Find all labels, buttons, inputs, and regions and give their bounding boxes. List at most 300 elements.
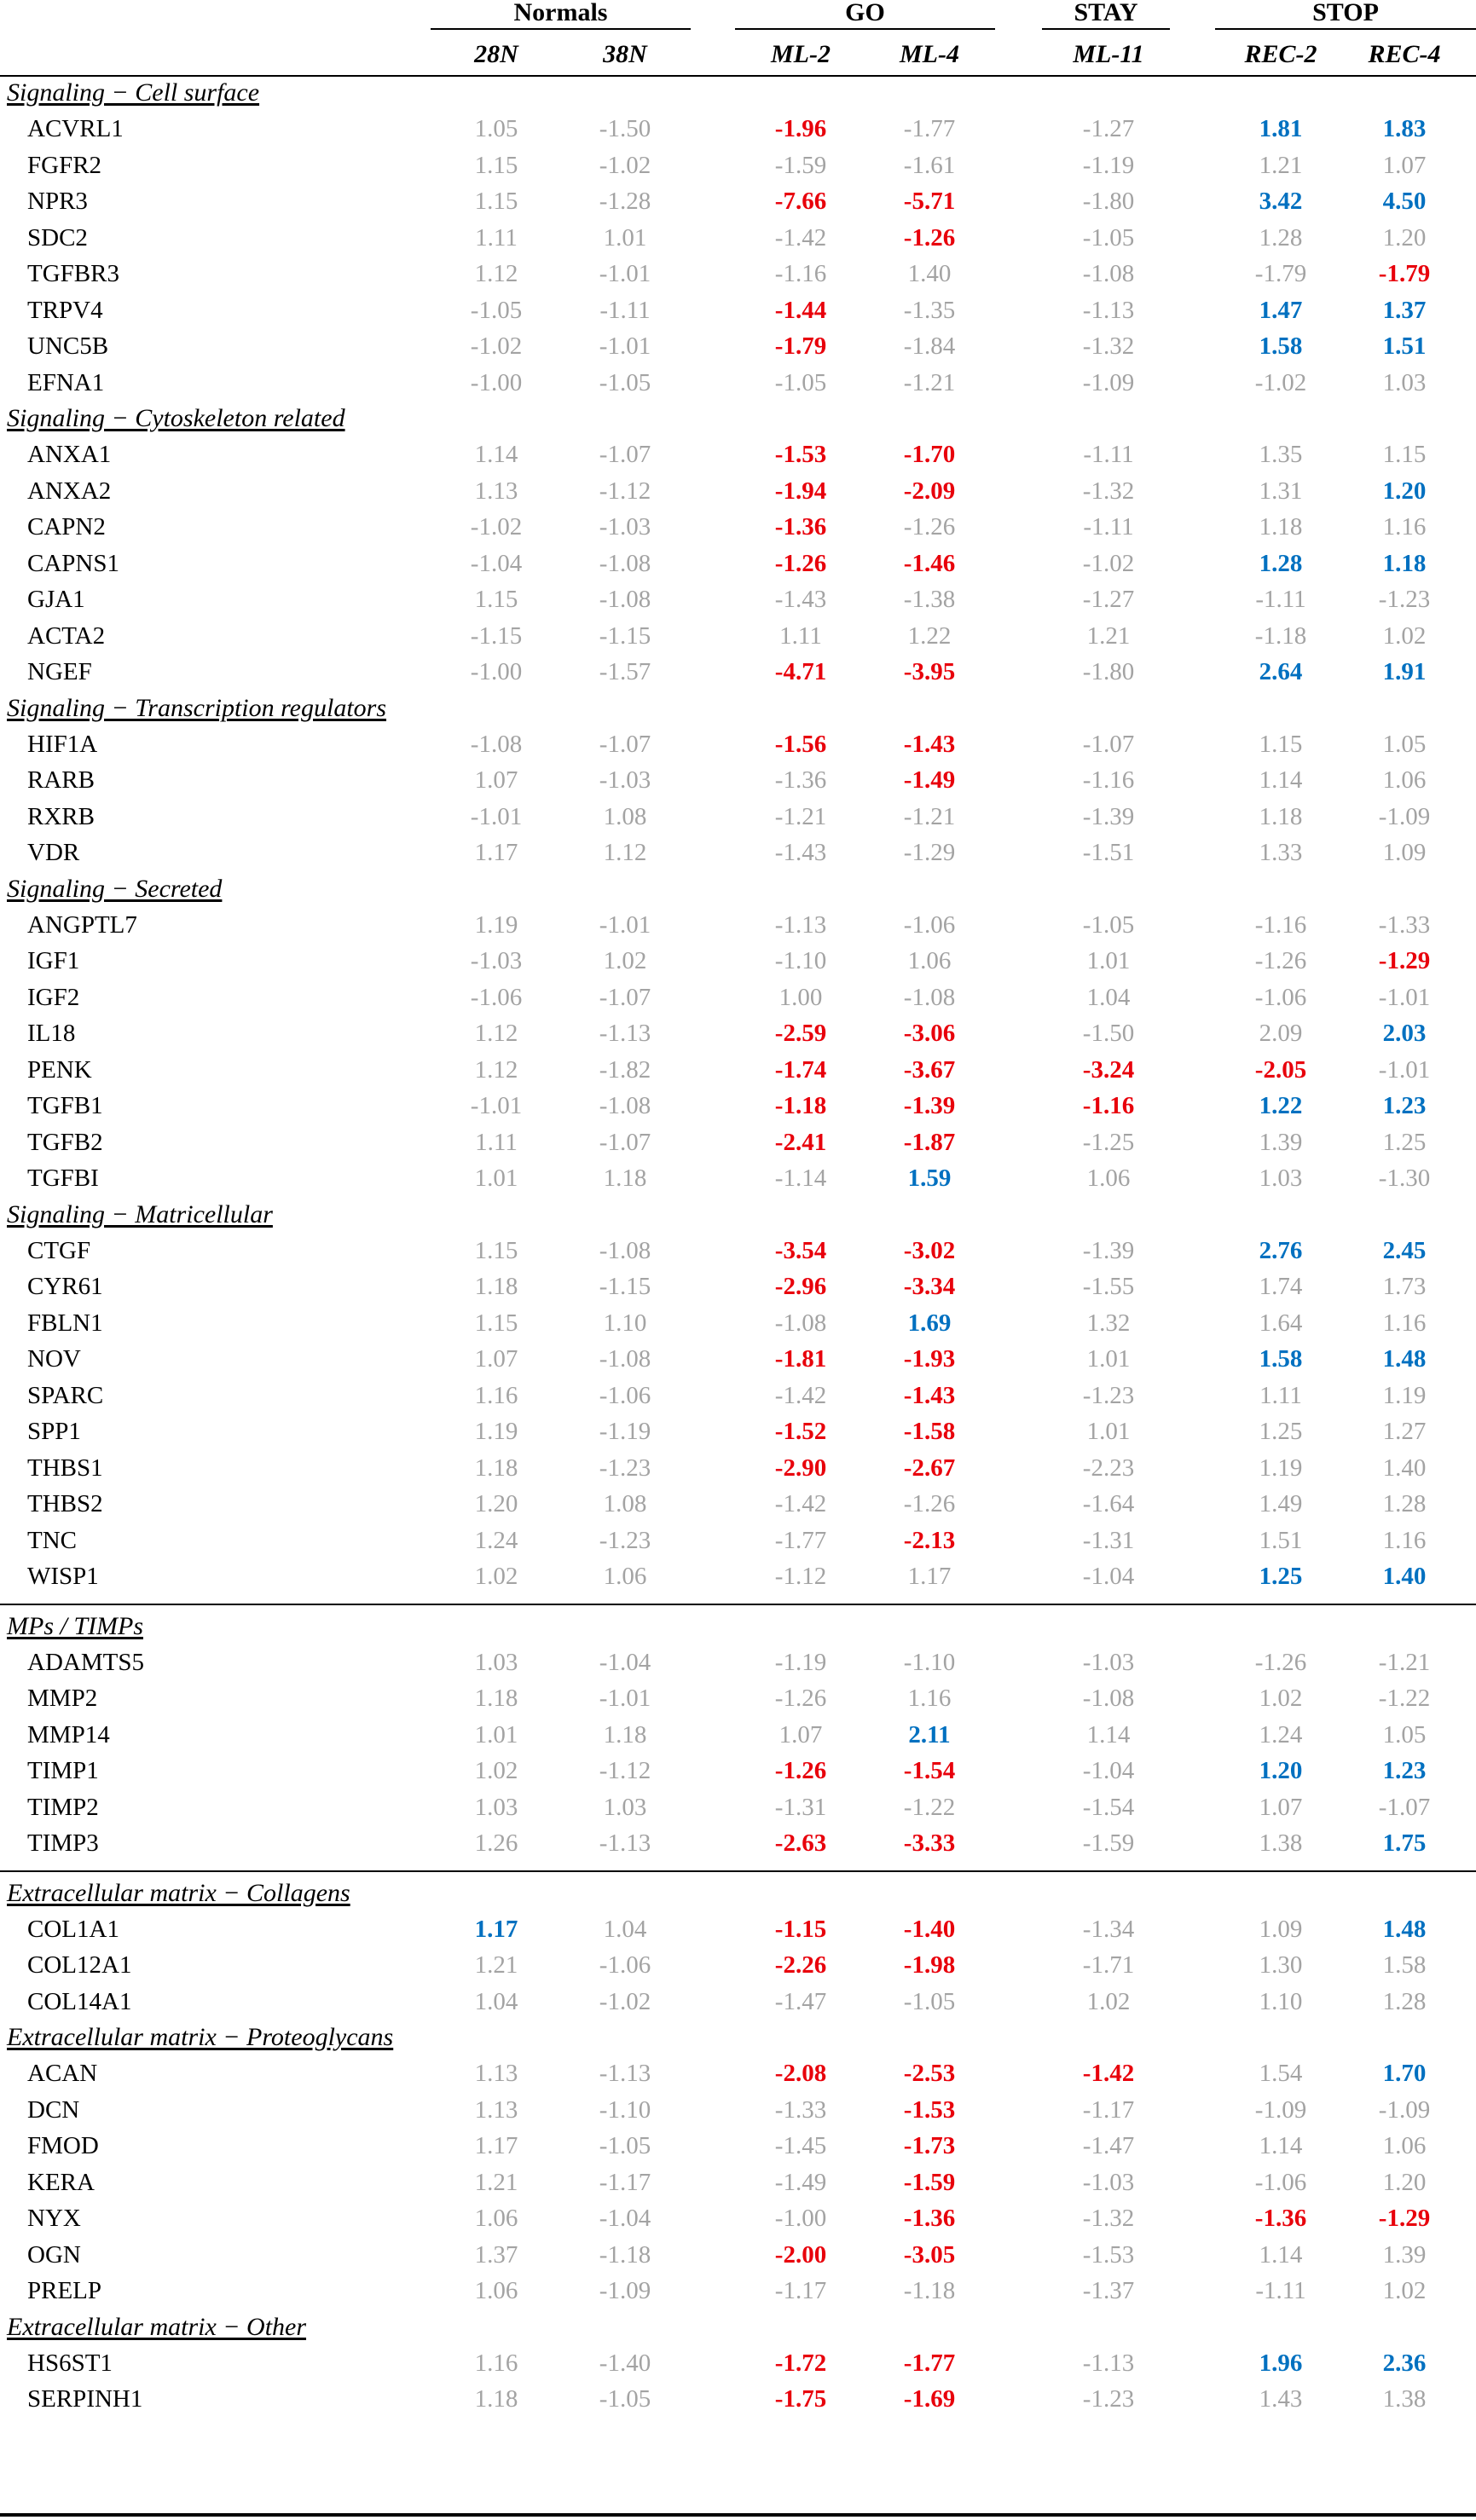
value-cell-28n: -1.08 xyxy=(470,730,523,758)
gene-name: TGFB2 xyxy=(27,1128,103,1156)
section-title xyxy=(0,2020,1476,2055)
table-row xyxy=(0,147,1476,184)
section-title-text: Extracellular matrix − Proteoglycans xyxy=(7,2023,394,2051)
value-cell-ml11: -1.11 xyxy=(1083,441,1134,468)
section-title xyxy=(0,401,1476,436)
value-cell-rec2: 1.07 xyxy=(1259,1793,1303,1821)
value-cell-ml4: -1.18 xyxy=(903,2277,956,2304)
value-cell-rec4: 1.27 xyxy=(1382,1418,1427,1445)
value-cell-38n: -1.08 xyxy=(599,586,651,613)
value-cell-rec2: 1.58 xyxy=(1259,1345,1303,1373)
gene-name: TIMP2 xyxy=(27,1793,99,1821)
table-row xyxy=(0,220,1476,257)
value-cell-rec2: 1.49 xyxy=(1259,1490,1303,1517)
value-cell-ml2: -1.42 xyxy=(774,1490,827,1517)
value-cell-38n: 1.08 xyxy=(603,802,647,830)
value-cell-ml11: -1.32 xyxy=(1082,332,1135,360)
value-cell-28n: 1.12 xyxy=(474,1055,518,1084)
value-cell-38n: -1.08 xyxy=(599,549,651,577)
gene-name: NGEF xyxy=(27,658,92,685)
value-cell-rec2: -1.18 xyxy=(1254,621,1307,650)
value-cell-ml11: 1.01 xyxy=(1086,1345,1131,1373)
value-cell-ml2: -4.71 xyxy=(774,658,827,685)
value-cell-rec2: -1.36 xyxy=(1254,2205,1307,2232)
value-cell-ml4: -1.84 xyxy=(903,332,956,360)
value-cell-ml4: 1.06 xyxy=(907,947,952,974)
value-cell-38n: 1.01 xyxy=(603,223,647,251)
value-cell-38n: -1.03 xyxy=(599,513,651,540)
gene-name: GJA1 xyxy=(27,586,85,613)
value-cell-ml2: -1.77 xyxy=(774,1526,827,1554)
value-cell-28n: -1.02 xyxy=(470,332,523,360)
table-row xyxy=(0,1413,1476,1450)
value-cell-ml11: 1.14 xyxy=(1086,1720,1131,1748)
value-cell-rec4: 1.09 xyxy=(1382,839,1427,866)
value-cell-38n: -1.04 xyxy=(599,2205,651,2232)
value-cell-rec2: 1.02 xyxy=(1259,1685,1303,1712)
value-cell-ml2: -1.26 xyxy=(774,1757,827,1784)
value-cell-ml4: 1.17 xyxy=(907,1563,952,1590)
value-cell-rec4: 1.23 xyxy=(1382,1757,1427,1784)
section-title-text: Extracellular matrix − Other xyxy=(7,2312,307,2341)
table-row xyxy=(0,2128,1476,2165)
table-row xyxy=(0,1717,1476,1754)
value-cell-rec2: -1.79 xyxy=(1254,260,1307,287)
value-cell-38n: -1.04 xyxy=(599,1648,651,1676)
gene-name: TGFBR3 xyxy=(27,260,119,287)
table-row xyxy=(0,546,1476,582)
value-cell-38n: 1.08 xyxy=(603,1490,647,1517)
gene-name: SDC2 xyxy=(27,223,88,251)
value-cell-rec2: 1.64 xyxy=(1259,1309,1303,1337)
table-row xyxy=(0,292,1476,329)
gene-name: IL18 xyxy=(27,1020,76,1047)
value-cell-28n: -1.03 xyxy=(470,947,523,974)
value-cell-ml2: -1.59 xyxy=(774,151,827,179)
value-cell-ml4: -1.46 xyxy=(903,549,956,577)
value-cell-ml2: -1.42 xyxy=(774,223,827,251)
value-cell-28n: 1.15 xyxy=(474,1236,518,1264)
table-row xyxy=(0,1378,1476,1414)
value-cell-28n: 1.01 xyxy=(474,1720,518,1748)
gene-name: HS6ST1 xyxy=(27,2349,113,2377)
value-cell-28n: 1.21 xyxy=(474,2168,518,2196)
value-cell-rec4: -1.07 xyxy=(1378,1793,1431,1821)
value-cell-ml11: -1.19 xyxy=(1082,151,1135,179)
value-cell-28n: -1.04 xyxy=(470,549,523,577)
value-cell-ml11: -1.13 xyxy=(1082,2349,1135,2377)
value-cell-28n: -1.15 xyxy=(470,621,523,650)
value-cell-ml4: 1.16 xyxy=(907,1685,952,1712)
gene-name: RXRB xyxy=(27,802,95,830)
gene-name: FBLN1 xyxy=(27,1309,103,1337)
value-cell-rec2: -1.16 xyxy=(1254,910,1307,939)
value-cell-rec2: 2.09 xyxy=(1259,1020,1303,1047)
value-cell-rec4: 1.20 xyxy=(1382,223,1427,251)
value-cell-rec2: 1.10 xyxy=(1259,1987,1303,2015)
value-cell-38n: -1.19 xyxy=(599,1418,651,1445)
value-cell-rec2: 1.15 xyxy=(1259,730,1303,758)
value-cell-28n: -1.00 xyxy=(470,368,523,396)
value-cell-rec4: 1.48 xyxy=(1382,1345,1427,1373)
value-cell-28n: -1.05 xyxy=(470,296,523,324)
table-row xyxy=(0,1015,1476,1052)
value-cell-ml2: -1.12 xyxy=(774,1563,827,1590)
value-cell-rec4: 1.38 xyxy=(1382,2385,1427,2413)
value-cell-rec4: -1.29 xyxy=(1378,947,1431,974)
value-cell-ml4: -1.70 xyxy=(903,441,956,468)
section-title-text: Signaling − Secreted xyxy=(7,874,223,903)
value-cell-ml2: -1.17 xyxy=(774,2277,827,2304)
gene-name: THBS1 xyxy=(27,1454,103,1482)
value-cell-ml2: 1.07 xyxy=(779,1720,823,1748)
value-cell-ml4: -1.21 xyxy=(903,802,956,830)
section-title-text: Signaling − Cell surface xyxy=(7,78,260,107)
value-cell-38n: -1.23 xyxy=(599,1454,651,1482)
value-cell-ml11: 1.21 xyxy=(1086,621,1131,650)
table-row xyxy=(0,1088,1476,1124)
value-cell-28n: -1.06 xyxy=(470,983,523,1011)
value-cell-ml4: -1.93 xyxy=(903,1345,956,1373)
section-title xyxy=(0,1197,1476,1233)
column-header-rec4: REC-4 xyxy=(1368,40,1441,68)
value-cell-rec2: 1.35 xyxy=(1259,441,1303,468)
value-cell-38n: -1.13 xyxy=(599,2060,651,2087)
value-cell-28n: 1.07 xyxy=(474,1345,518,1373)
value-cell-28n: 1.15 xyxy=(474,586,518,613)
value-cell-38n: -1.15 xyxy=(599,621,651,650)
value-cell-rec2: 2.76 xyxy=(1259,1236,1303,1264)
value-cell-ml4: -1.61 xyxy=(903,151,956,179)
value-cell-ml2: -1.75 xyxy=(774,2385,827,2413)
value-cell-ml11: -1.34 xyxy=(1082,1915,1135,1943)
value-cell-ml11: -1.39 xyxy=(1082,802,1135,830)
value-cell-ml11: -1.04 xyxy=(1082,1757,1135,1784)
value-cell-ml2: -1.43 xyxy=(774,586,827,613)
value-cell-ml4: -1.06 xyxy=(903,910,956,939)
value-cell-38n: -1.08 xyxy=(599,1345,651,1373)
value-cell-38n: -1.07 xyxy=(599,441,651,468)
gene-name: IGF2 xyxy=(27,983,80,1011)
section-title xyxy=(0,1609,1476,1644)
value-cell-ml4: -1.43 xyxy=(903,730,956,758)
value-cell-ml4: -1.69 xyxy=(903,2385,956,2413)
value-cell-28n: 1.18 xyxy=(474,1685,518,1712)
value-cell-ml4: -1.59 xyxy=(903,2168,956,2196)
value-cell-rec2: 1.22 xyxy=(1259,1092,1303,1119)
gene-name: TGFB1 xyxy=(27,1092,103,1119)
gene-name: KERA xyxy=(27,2168,95,2196)
value-cell-rec2: 1.19 xyxy=(1259,1454,1303,1482)
table-row xyxy=(0,1486,1476,1523)
value-cell-38n: -1.05 xyxy=(599,2132,651,2159)
table-row xyxy=(0,1911,1476,1948)
table-row xyxy=(0,1753,1476,1789)
value-cell-ml2: -1.44 xyxy=(774,296,827,324)
value-cell-ml11: -1.08 xyxy=(1082,260,1135,287)
value-cell-ml2: -1.42 xyxy=(774,1381,827,1409)
value-cell-ml4: -1.73 xyxy=(903,2132,956,2159)
value-cell-38n: -1.07 xyxy=(599,1128,651,1156)
value-cell-rec4: -1.09 xyxy=(1378,2095,1431,2124)
value-cell-rec4: 2.36 xyxy=(1382,2349,1427,2377)
value-cell-38n: -1.11 xyxy=(599,296,651,324)
value-cell-28n: -1.00 xyxy=(470,658,523,685)
value-cell-ml2: -1.79 xyxy=(774,332,827,360)
table-row xyxy=(0,1160,1476,1197)
value-cell-rec4: -1.30 xyxy=(1378,1165,1431,1192)
table-row xyxy=(0,1269,1476,1305)
value-cell-28n: 1.15 xyxy=(474,151,518,179)
value-cell-ml4: -1.40 xyxy=(903,1915,956,1943)
value-cell-rec4: 1.40 xyxy=(1382,1563,1427,1590)
value-cell-rec2: 1.28 xyxy=(1259,549,1303,577)
value-cell-38n: -1.07 xyxy=(599,983,651,1011)
gene-name: RARB xyxy=(27,766,95,794)
value-cell-38n: -1.02 xyxy=(599,1987,651,2015)
gene-name: SPP1 xyxy=(27,1418,81,1445)
value-cell-38n: -1.82 xyxy=(599,1055,651,1084)
value-cell-28n: 1.05 xyxy=(474,115,518,142)
gene-name: TIMP3 xyxy=(27,1829,99,1857)
gene-name: COL12A1 xyxy=(27,1951,132,1979)
gene-name: SPARC xyxy=(27,1381,104,1409)
value-cell-ml4: -1.77 xyxy=(903,115,956,142)
value-cell-ml11: -1.27 xyxy=(1082,115,1135,142)
value-cell-ml4: -1.26 xyxy=(903,223,956,251)
value-cell-ml11: 1.06 xyxy=(1086,1165,1131,1192)
value-cell-ml11: -1.39 xyxy=(1082,1236,1135,1264)
value-cell-ml2: -1.43 xyxy=(774,839,827,866)
section-title-text: Signaling − Transcription regulators xyxy=(7,693,387,722)
section-title-text: Signaling − Matricellular xyxy=(7,1199,273,1228)
value-cell-ml2: -1.18 xyxy=(774,1092,827,1119)
value-cell-rec4: 1.16 xyxy=(1382,1309,1427,1337)
group-underline-stop xyxy=(1215,28,1476,30)
value-cell-rec2: -1.09 xyxy=(1254,2095,1307,2124)
gene-name: CAPN2 xyxy=(27,513,106,540)
value-cell-28n: 1.17 xyxy=(474,839,518,866)
value-cell-28n: 1.17 xyxy=(474,1915,518,1943)
value-cell-rec2: 2.64 xyxy=(1259,658,1303,685)
value-cell-rec2: 1.14 xyxy=(1259,2240,1303,2269)
gene-name: CTGF xyxy=(27,1236,91,1264)
table-row xyxy=(0,980,1476,1016)
gene-name: MMP2 xyxy=(27,1685,98,1712)
column-header-ml4: ML-4 xyxy=(900,40,959,68)
value-cell-ml4: -1.21 xyxy=(903,368,956,396)
section-title-text: Signaling − Cytoskeleton related xyxy=(7,404,345,432)
value-cell-ml4: -1.36 xyxy=(903,2205,956,2232)
value-cell-28n: 1.20 xyxy=(474,1490,518,1517)
section-divider xyxy=(0,1870,1476,1872)
value-cell-rec2: 1.03 xyxy=(1259,1165,1303,1192)
value-cell-ml2: -1.53 xyxy=(774,441,827,468)
value-cell-ml4: 1.22 xyxy=(907,621,952,650)
value-cell-rec2: -2.05 xyxy=(1254,1055,1307,1084)
value-cell-rec2: 1.18 xyxy=(1259,513,1303,540)
gene-name: MMP14 xyxy=(27,1720,110,1748)
value-cell-28n: 1.18 xyxy=(474,1454,518,1482)
value-cell-rec4: -1.29 xyxy=(1378,2205,1431,2232)
value-cell-28n: 1.02 xyxy=(474,1563,518,1590)
value-cell-ml4: -1.39 xyxy=(903,1092,956,1119)
value-cell-ml11: -1.05 xyxy=(1082,223,1135,251)
gene-name: TIMP1 xyxy=(27,1757,99,1784)
value-cell-ml11: -1.11 xyxy=(1083,513,1134,540)
column-header-28n: 28N xyxy=(474,40,518,68)
value-cell-38n: -1.40 xyxy=(599,2349,651,2377)
value-cell-rec2: 1.30 xyxy=(1259,1951,1303,1979)
table-row xyxy=(0,2345,1476,2382)
value-cell-ml4: -1.26 xyxy=(903,1490,956,1517)
value-cell-ml11: -1.25 xyxy=(1082,1128,1135,1156)
value-cell-rec4: 1.75 xyxy=(1382,1829,1427,1857)
value-cell-28n: 1.19 xyxy=(474,1418,518,1445)
value-cell-ml11: -1.09 xyxy=(1082,368,1135,396)
gene-name: VDR xyxy=(27,839,80,866)
column-header-ml11: ML-11 xyxy=(1073,40,1144,68)
value-cell-28n: 1.37 xyxy=(474,2240,518,2269)
value-cell-38n: -1.06 xyxy=(599,1951,651,1979)
value-cell-ml11: -1.17 xyxy=(1082,2095,1135,2124)
section-title xyxy=(0,1876,1476,1911)
value-cell-rec2: 1.51 xyxy=(1259,1526,1303,1554)
value-cell-28n: 1.21 xyxy=(474,1951,518,1979)
value-cell-rec4: 1.70 xyxy=(1382,2060,1427,2087)
table-row xyxy=(0,436,1476,473)
section-divider xyxy=(0,1604,1476,1605)
value-cell-ml11: -1.27 xyxy=(1082,586,1135,613)
table-row xyxy=(0,943,1476,980)
value-cell-ml2: -1.36 xyxy=(774,513,827,540)
value-cell-38n: -1.09 xyxy=(599,2277,651,2304)
value-cell-ml4: 1.69 xyxy=(907,1309,952,1337)
section-title xyxy=(0,75,1476,111)
value-cell-ml2: 1.00 xyxy=(779,983,823,1011)
value-cell-ml2: -2.41 xyxy=(774,1128,827,1156)
value-cell-rec4: 1.18 xyxy=(1382,549,1427,577)
value-cell-rec2: 1.25 xyxy=(1259,1563,1303,1590)
value-cell-rec4: 1.83 xyxy=(1382,115,1427,142)
table-row xyxy=(0,2237,1476,2274)
value-cell-28n: 1.04 xyxy=(474,1987,518,2015)
value-cell-38n: -1.28 xyxy=(599,188,651,215)
value-cell-ml4: -3.67 xyxy=(903,1055,956,1084)
value-cell-ml4: -3.33 xyxy=(903,1829,956,1857)
value-cell-38n: -1.12 xyxy=(599,477,651,505)
value-cell-38n: -1.01 xyxy=(599,260,651,287)
gene-name: OGN xyxy=(27,2240,81,2269)
value-cell-38n: -1.05 xyxy=(599,2385,651,2413)
value-cell-ml11: 1.04 xyxy=(1086,983,1131,1011)
value-cell-38n: -1.05 xyxy=(599,368,651,396)
gene-name: COL1A1 xyxy=(27,1915,119,1943)
value-cell-ml11: -1.16 xyxy=(1082,766,1135,794)
table-row xyxy=(0,2165,1476,2201)
value-cell-38n: -1.15 xyxy=(599,1273,651,1300)
value-cell-rec4: 1.07 xyxy=(1382,151,1427,179)
table-row xyxy=(0,2381,1476,2418)
value-cell-ml11: -1.04 xyxy=(1082,1563,1135,1590)
value-cell-ml2: -1.56 xyxy=(774,730,827,758)
value-cell-rec4: -1.22 xyxy=(1378,1685,1431,1712)
value-cell-28n: 1.06 xyxy=(474,2205,518,2232)
value-cell-ml2: -1.26 xyxy=(774,1685,827,1712)
value-cell-ml11: -1.05 xyxy=(1082,910,1135,939)
value-cell-ml4: -2.53 xyxy=(903,2060,956,2087)
group-underline-go xyxy=(735,28,995,30)
value-cell-28n: 1.03 xyxy=(474,1648,518,1676)
table-row xyxy=(0,1523,1476,1559)
value-cell-38n: 1.10 xyxy=(603,1309,647,1337)
value-cell-ml11: -1.31 xyxy=(1082,1526,1135,1554)
section-title xyxy=(0,2309,1476,2345)
value-cell-ml11: 1.02 xyxy=(1086,1987,1131,2015)
value-cell-28n: 1.15 xyxy=(474,188,518,215)
value-cell-ml11: -1.32 xyxy=(1082,2205,1135,2232)
value-cell-rec4: 1.37 xyxy=(1382,296,1427,324)
value-cell-ml2: -2.96 xyxy=(774,1273,827,1300)
value-cell-28n: 1.19 xyxy=(474,910,518,939)
value-cell-28n: 1.11 xyxy=(475,1128,518,1156)
column-header-rec2: REC-2 xyxy=(1244,40,1317,68)
value-cell-rec4: 1.20 xyxy=(1382,477,1427,505)
value-cell-ml11: -1.80 xyxy=(1082,188,1135,215)
value-cell-ml11: -1.54 xyxy=(1082,1793,1135,1821)
value-cell-ml11: -1.51 xyxy=(1082,839,1135,866)
table-row xyxy=(0,1341,1476,1378)
value-cell-ml4: -2.13 xyxy=(903,1526,956,1554)
value-cell-38n: -1.17 xyxy=(599,2168,651,2196)
value-cell-ml11: -1.59 xyxy=(1082,1829,1135,1857)
value-cell-ml4: -3.05 xyxy=(903,2240,956,2269)
value-cell-38n: -1.23 xyxy=(599,1526,651,1554)
value-cell-rec4: 1.02 xyxy=(1382,621,1427,650)
value-cell-rec2: -1.26 xyxy=(1254,1648,1307,1676)
value-cell-rec4: -1.21 xyxy=(1378,1648,1431,1676)
value-cell-ml11: -1.32 xyxy=(1082,477,1135,505)
table-row xyxy=(0,1233,1476,1269)
value-cell-28n: 1.12 xyxy=(474,1020,518,1047)
value-cell-38n: -1.01 xyxy=(599,332,651,360)
value-cell-rec4: 1.20 xyxy=(1382,2168,1427,2196)
value-cell-ml11: -2.23 xyxy=(1082,1454,1135,1482)
value-cell-rec2: 1.74 xyxy=(1259,1273,1303,1300)
value-cell-rec4: -1.01 xyxy=(1378,983,1431,1011)
value-cell-28n: 1.01 xyxy=(474,1165,518,1192)
table-row xyxy=(0,1450,1476,1487)
value-cell-38n: -1.08 xyxy=(599,1236,651,1264)
table-row xyxy=(0,726,1476,763)
value-cell-38n: -1.06 xyxy=(599,1381,651,1409)
value-cell-ml4: -1.22 xyxy=(903,1793,956,1821)
value-cell-rec2: 3.42 xyxy=(1259,188,1303,215)
value-cell-rec2: 1.58 xyxy=(1259,332,1303,360)
value-cell-ml11: -1.03 xyxy=(1082,2168,1135,2196)
gene-name: SERPINH1 xyxy=(27,2385,143,2413)
value-cell-ml2: -1.15 xyxy=(774,1915,827,1943)
value-cell-ml2: -1.47 xyxy=(774,1987,827,2015)
value-cell-rec4: 1.25 xyxy=(1382,1128,1427,1156)
value-cell-ml2: -1.74 xyxy=(774,1055,827,1084)
value-cell-ml2: 1.11 xyxy=(779,621,822,650)
value-cell-rec2: 1.39 xyxy=(1259,1128,1303,1156)
value-cell-28n: 1.07 xyxy=(474,766,518,794)
value-cell-rec4: -1.79 xyxy=(1378,260,1431,287)
value-cell-rec2: 1.21 xyxy=(1259,151,1303,179)
gene-name: PENK xyxy=(27,1055,92,1084)
